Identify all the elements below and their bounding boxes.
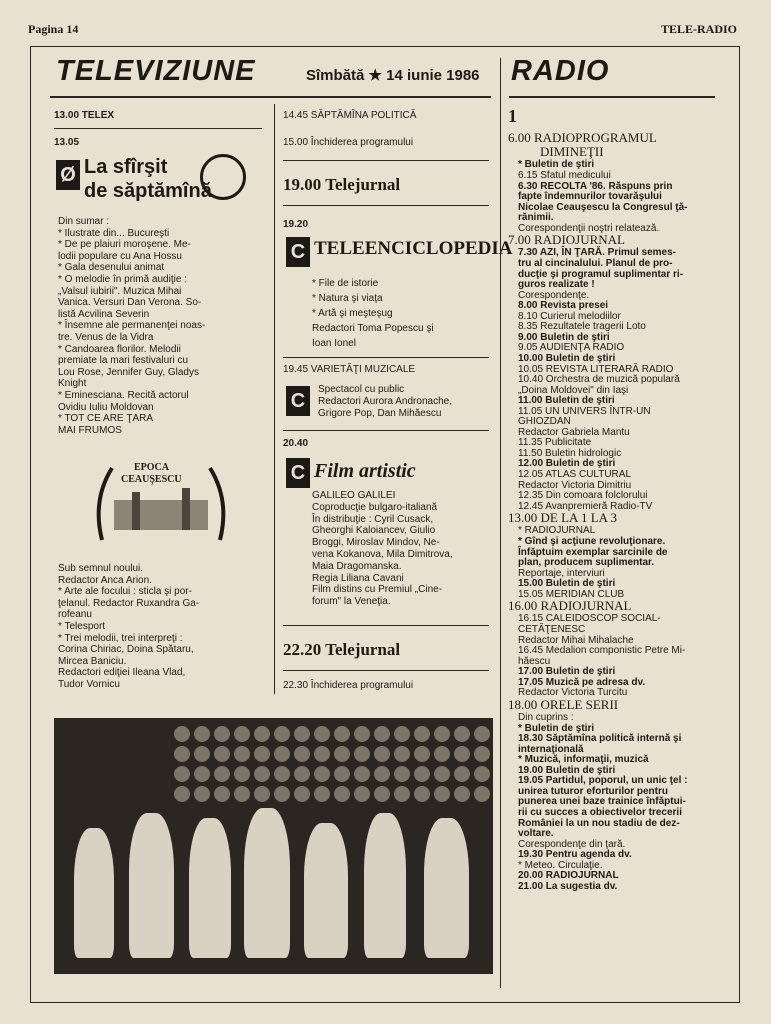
text-line: Film distins cu Premiul „Cine- [312, 584, 443, 596]
stage-light [174, 786, 190, 802]
stage-light [454, 746, 470, 762]
stage-light [354, 726, 370, 742]
radio-item: CETĂŢENESC [518, 624, 586, 635]
text-line: „Valsul iubirii". Muzica Mihai [58, 285, 182, 297]
stage-light [394, 726, 410, 742]
stage-light [254, 766, 270, 782]
radio-item: 12.45 Avanpremieră Radio-TV [518, 500, 653, 512]
text-line: Lou Rose, Jennifer Guy, Gladys [58, 366, 199, 378]
text-line: Corina Chiriac, Doina Spătaru, [58, 644, 194, 656]
stage-light [234, 786, 250, 802]
radio-item: Nicolae Ceauşescu la Congresul ţă- [518, 201, 688, 213]
stage-light [454, 726, 470, 742]
radio-title: RADIO [511, 55, 610, 87]
text-line: * Gala desenului animat [58, 262, 165, 274]
stage-light [454, 786, 470, 802]
radio-item: 7.00 RADIOJURNAL [508, 232, 625, 248]
radio-item: * Muzică, informaţii, muzică [518, 754, 649, 766]
radio-item: Înfăptuim exemplar sarcinile de [518, 546, 668, 558]
inchidere-1: 15.00 Închiderea programului [283, 137, 414, 148]
text-line: Mircea Baniciu. [58, 655, 127, 667]
radio-item: 15.05 MERIDIAN CLUB [518, 588, 625, 600]
radio-item: * Meteo. Circulaţie. [518, 859, 603, 871]
radio-item: * RADIOJURNAL [518, 525, 596, 537]
text-line: GALILEO GALILEI [312, 490, 396, 501]
stage-light [274, 746, 290, 762]
stage-light [314, 746, 330, 762]
radio-item: Din cuprins : [518, 712, 574, 724]
text-line: forum" la Veneţia. [312, 596, 391, 608]
radio-item: tru al cincinalului. Planul de pro- [518, 258, 673, 269]
show-title-1: La sfîrşit [84, 156, 168, 178]
tv-title: TELEVIZIUNE [56, 55, 256, 87]
stage-light [334, 766, 350, 782]
text-line: Redactori Toma Popescu şi [312, 323, 434, 334]
rule [283, 205, 489, 206]
stage-light [474, 766, 490, 782]
stage-light [274, 766, 290, 782]
stage-light [374, 786, 390, 802]
radio-item: 17.00 Buletin de ştiri [518, 666, 616, 678]
stage-light [254, 746, 270, 762]
radio-item: * Gînd şi acţiune revoluţionare. [518, 535, 666, 547]
text-line: * Telesport [58, 621, 106, 632]
radio-item: 11.50 Buletin hidrologic [518, 447, 622, 459]
stage-light [434, 746, 450, 762]
radio-item: 20.00 RADIOJURNAL [518, 870, 619, 882]
tv-header-rule [50, 96, 491, 98]
radio-item: 21.00 La sugestia dv. [518, 880, 618, 892]
text-line: Sub semnul noului. [58, 563, 144, 574]
stage-light [294, 786, 310, 802]
stage-light [334, 786, 350, 802]
text-line: * Ilustrate din... Bucureşti [58, 227, 170, 239]
text-line: Grigore Pop, Dan Mihăescu [318, 408, 442, 419]
text-line: În distribuţie : Cyril Cusack, [312, 513, 434, 525]
rule [283, 160, 489, 161]
radio-item: rănimii. [518, 212, 554, 224]
stage-light [194, 766, 210, 782]
radio-item: 13.00 DE LA 1 LA 3 [508, 510, 618, 526]
dance-photo [54, 718, 493, 974]
stage-light [414, 766, 430, 782]
radio-item: GHIOZDAN [518, 416, 571, 428]
radio-item: 11.05 UN UNIVERS ÎNTR-UN [518, 405, 651, 417]
text-line: Knight [58, 378, 87, 390]
text-line: Tudor Vornicu [58, 679, 120, 690]
stage-light [474, 746, 490, 762]
stage-light [354, 766, 370, 782]
broadcast-date: Sîmbătă ★ 14 iunie 1986 [306, 67, 480, 84]
radio-item: 12.00 Buletin de ştiri [518, 458, 616, 470]
radio-item: 11.00 Buletin de ştiri [518, 395, 615, 407]
stage-light [194, 726, 210, 742]
stage-light [214, 786, 230, 802]
radio-header-rule [509, 96, 715, 98]
time-1920: 19.20 [283, 219, 309, 230]
varietati-title: 19.45 VARIETĂŢI MUZICALE [283, 364, 416, 375]
radio-item: Reportaje, interviuri [518, 567, 605, 579]
radio-item: 6.00 RADIOPROGRAMUL [508, 130, 657, 145]
tvr-logo-icon: Ø [56, 160, 80, 190]
text-line: * Candoarea florilor. Melodii [58, 343, 181, 355]
stage-light [294, 766, 310, 782]
stage-light [314, 786, 330, 802]
rule [283, 430, 489, 431]
radio-item: 8.35 Rezultatele tragerii Loto [518, 321, 646, 333]
radio-item: Redactor Victoria Turcitu [518, 687, 628, 699]
text-line: * Eminesciana. Recită actorul [58, 390, 189, 401]
radio-item: punerea unei baze trainice înfăptui- [518, 796, 686, 808]
radio-item: fapte îndemnurilor tovarăşului [518, 191, 662, 203]
stage-light [274, 726, 290, 742]
radio-item: hăescu [518, 655, 551, 667]
text-line: Vanica. Versuri Dan Verona. So- [58, 297, 202, 309]
text-line: rofeanu [58, 609, 92, 621]
radio-item: 19.30 Pentru agenda dv. [518, 849, 632, 861]
stage-light [394, 746, 410, 762]
stage-light [394, 786, 410, 802]
radio-item: rii cu succes a obiectivelor trecerii [518, 807, 682, 818]
stage-light [414, 726, 430, 742]
radio-item: 10.05 REVISTA LITERARĂ RADIO [518, 363, 674, 375]
rule [283, 670, 489, 671]
radio-program-number: 1 [508, 106, 517, 126]
stage-light [174, 766, 190, 782]
radio-item: 12.35 Din comoara folclorului [518, 490, 648, 502]
telejurnal-2220: 22.20 Telejurnal [283, 640, 401, 659]
text-line: premiate la mari festivaluri cu [58, 355, 189, 367]
stage-light [374, 726, 390, 742]
stage-light [194, 746, 210, 762]
teleenciclopedia-title: TELEENCICLOPEDIA [314, 238, 513, 259]
show-logo-circle [200, 154, 246, 200]
radio-item: unirea tuturor eforturilor pentru [518, 785, 668, 797]
text-line: Spectacol cu public [318, 384, 405, 395]
radio-item: 9.05 AUDIENŢA RADIO [518, 342, 625, 354]
stage-light [194, 786, 210, 802]
text-line: lodii populare cu Ana Hossu [58, 250, 182, 262]
text-line: Redactori Aurora Andronache, [318, 396, 452, 407]
radio-item: 12.05 ATLAS CULTURAL [518, 469, 632, 480]
radio-item: „Doina Moldovei" din Iaşi [518, 384, 629, 396]
radio-item: Redactor Gabriela Mantu [518, 426, 630, 438]
epoca-label-2: CEAUŞESCU [121, 474, 182, 485]
stage-light [354, 746, 370, 762]
radio-item: 8.10 Curierul melodiilor [518, 310, 621, 322]
text-line: Din sumar : [58, 216, 110, 227]
stage-light [174, 746, 190, 762]
stage-light [394, 766, 410, 782]
text-line: Broggi, Miroslav Mindov, Ne- [312, 537, 440, 549]
epoca-label-1: EPOCA [134, 462, 169, 473]
radio-item: 19.00 Buletin de ştiri [518, 764, 616, 776]
radio-item: Redactor Victoria Dimitriu [518, 479, 632, 491]
stage-light [234, 746, 250, 762]
text-line: * Însemne ale permanenţei noas- [58, 320, 206, 332]
text-line: Coproducţie bulgaro-italiană [312, 501, 438, 513]
rule [54, 128, 262, 129]
radio-item: 17.05 Muzică pe adresa dv. [518, 676, 646, 688]
rule [283, 357, 489, 358]
radio-item: Corespondenţii noştri relatează. [518, 222, 660, 234]
radio-item: 15.00 Buletin de ştiri [518, 578, 616, 590]
radio-item: 9.00 Buletin de ştiri [518, 331, 610, 343]
stage-light [474, 726, 490, 742]
radio-item: 6.30 RECOLTA '86. Răspuns prin [518, 180, 673, 192]
saptamina-politica: 14.45 SĂPTĂMÎNA POLITICĂ [283, 110, 417, 121]
radio-item: voltare. [518, 828, 554, 840]
radio-item: României la un nou stadiu de dez- [518, 817, 680, 829]
radio-item: * Buletin de ştiri [518, 159, 595, 171]
text-line: Maia Dragomanska. [312, 560, 402, 572]
telex-line: 13.00 TELEX [54, 110, 115, 121]
radio-item: internaţională [518, 743, 584, 755]
stage-light [214, 766, 230, 782]
text-line: Gheorghi Kaloiancev, Giulio [312, 525, 436, 537]
text-line: MAI FRUMOS [58, 424, 122, 436]
radio-item: 10.00 Buletin de ştiri [518, 352, 616, 364]
section-name: TELE-RADIO [661, 22, 738, 36]
radio-item: 16.45 Medalion componistic Petre Mi- [518, 645, 686, 657]
stage-light [294, 746, 310, 762]
text-line: listă Acvilina Severin [58, 308, 150, 320]
tvr-logo-icon: C [286, 458, 310, 488]
stage-light [314, 766, 330, 782]
text-line: * Arte ale focului : sticla şi por- [58, 586, 192, 598]
radio-item: 19.05 Partidul, poporul, un unic ţel : [518, 775, 688, 787]
text-line: Ovidiu Iuliu Moldovan [58, 401, 154, 413]
text-line: ţelanul. Redactor Ruxandra Ga- [58, 597, 200, 609]
radio-item: 18.30 Săptămîna politică internă şi [518, 733, 682, 745]
stage-light [414, 786, 430, 802]
stage-light [234, 766, 250, 782]
radio-item: 8.00 Revista presei [518, 300, 609, 312]
stage-light [294, 726, 310, 742]
radio-item: Corespondenţe. [518, 289, 590, 301]
stage-light [374, 746, 390, 762]
radio-item: 16.15 CALEIDOSCOP SOCIAL- [518, 613, 661, 625]
telejurnal-1900: 19.00 Telejurnal [283, 175, 401, 194]
tvr-logo-icon: C [286, 386, 310, 416]
radio-item: 18.00 ORELE SERII [508, 696, 619, 712]
radio-item: DIMINEŢII [540, 144, 604, 160]
stage-light [254, 726, 270, 742]
rule [283, 625, 489, 626]
radio-item: 11.35 Publicitate [518, 437, 592, 449]
stage-light [314, 726, 330, 742]
stage-light [334, 726, 350, 742]
radio-item: guros realizate ! [518, 279, 595, 291]
text-line: * File de istorie [312, 278, 379, 289]
time-2040: 20.40 [283, 438, 309, 449]
stage-light [354, 786, 370, 802]
stage-light [174, 726, 190, 742]
radio-column-divider [500, 58, 501, 988]
text-line: Regia Liliana Cavani [312, 572, 404, 584]
text-line: * Natura şi viaţa [312, 293, 383, 304]
stage-light [434, 786, 450, 802]
page-number: Pagina 14 [28, 22, 79, 36]
radio-item: plan, producem suplimentar. [518, 557, 655, 569]
stage-light [214, 746, 230, 762]
radio-item: Corespondenţe din ţară. [518, 838, 626, 850]
stage-light [334, 746, 350, 762]
radio-item: 6.15 Sfatul medicului [518, 169, 611, 181]
film-artistic-title: Film artistic [314, 460, 416, 482]
text-line: * De pe plaiuri moroşene. Me- [58, 239, 191, 251]
radio-item: 7.30 AZI, ÎN ŢARĂ. Primul semes- [518, 247, 677, 259]
radio-item: 16.00 RADIOJURNAL [508, 598, 632, 614]
text-line: tre. Venus de la Vidra [58, 332, 154, 343]
stage-light [234, 726, 250, 742]
stage-light [454, 766, 470, 782]
stage-light [414, 746, 430, 762]
stage-light [434, 766, 450, 782]
stage-light [254, 786, 270, 802]
time-1305: 13.05 [54, 137, 80, 148]
text-line: * O melodie în primă audiţie : [58, 274, 187, 285]
text-line: * TOT CE ARE ŢARA [58, 413, 154, 425]
stage-light [214, 726, 230, 742]
stage-light [374, 766, 390, 782]
stage-light [474, 786, 490, 802]
show-title-2: de săptămînă [84, 180, 212, 202]
radio-item: * Buletin de ştiri [518, 722, 595, 734]
radio-item: Redactor Mihai Mihalache [518, 634, 634, 646]
tvr-logo-icon: C [286, 237, 310, 267]
radio-item: 10.40 Orchestra de muzică populară [518, 374, 680, 386]
stage-light [434, 726, 450, 742]
text-line: * Artă şi meşteşug [312, 308, 393, 319]
inchidere-2: 22.30 Închiderea programului [283, 680, 414, 691]
radio-item: ducţie şi programul suplimentar ri- [518, 268, 684, 280]
tv-column-divider [274, 104, 275, 694]
text-line: vena Kokanova, Mila Dimitrova, [312, 549, 453, 560]
text-line: Ioan Ionel [312, 338, 356, 349]
text-line: Redactori ediţiei Ileana Vlad, [58, 667, 186, 679]
text-line: Redactor Anca Arion. [58, 574, 152, 586]
stage-light [274, 786, 290, 802]
text-line: * Trei melodii, trei interpreţi : [58, 632, 183, 644]
